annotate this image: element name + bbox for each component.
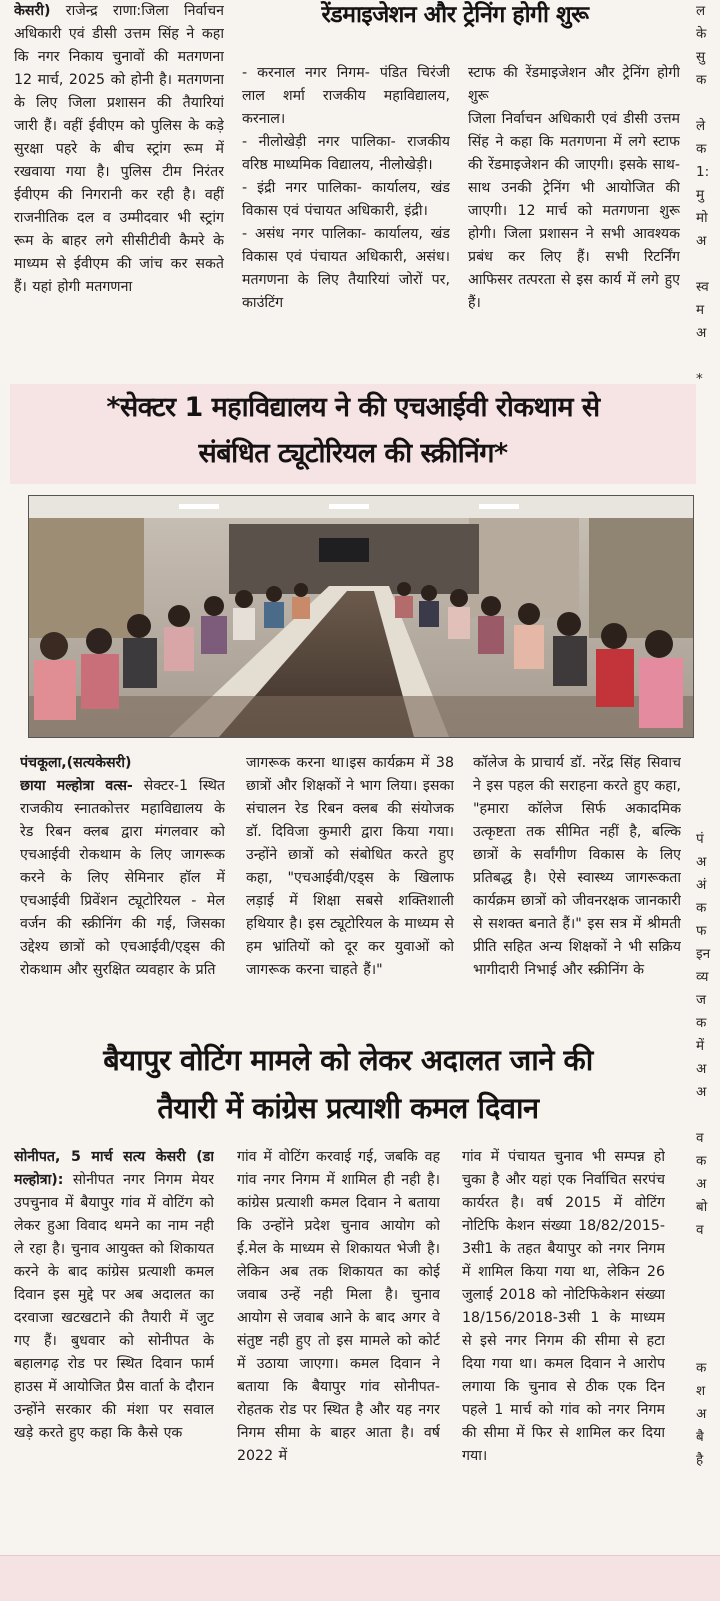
right-edge-fragment: म: [696, 302, 705, 318]
bottom-story-col3: [462, 1146, 665, 1486]
middle-story-col1: [20, 752, 225, 1026]
right-edge-fragment: अ: [696, 233, 707, 249]
right-edge-fragment: [696, 782, 720, 805]
right-edge-fragment: अं: [696, 877, 707, 893]
middle-story-byline: छाया मल्होत्रा वत्स-: [20, 778, 133, 794]
right-edge-fragment: [696, 644, 720, 667]
right-edge-fragment: [696, 713, 720, 736]
right-edge-fragment: [696, 437, 720, 460]
bottom-story-col1: [14, 1146, 214, 1486]
top-story-col2-line: - इंद्री नगर पालिका- कार्यालय, खंड विकास एवं पंचायत अधिकारी, इंद्री।: [242, 180, 450, 219]
right-edge-fragment: [696, 598, 720, 621]
right-edge-fragment: श: [696, 1383, 706, 1399]
right-edge-column-fragments: [696, 0, 720, 1600]
right-edge-fragment: क: [696, 1153, 707, 1169]
right-edge-fragment: क: [696, 141, 707, 157]
middle-story-dateline: पंचकूला,(सत्यकेसरी): [20, 755, 132, 771]
middle-story-headline-line2: संबंधित ट्यूटोरियल की स्क्रीनिंग*: [198, 438, 508, 469]
right-edge-fragment: अ: [696, 1084, 707, 1100]
right-edge-fragment: [696, 575, 720, 598]
top-story-col3: [468, 62, 680, 362]
right-edge-fragment: [696, 1265, 720, 1288]
right-edge-fragment: के: [696, 26, 707, 42]
right-edge-fragment: [696, 621, 720, 644]
seminar-hall-photo: [28, 495, 694, 738]
right-edge-fragment: मु: [696, 187, 705, 203]
right-edge-fragment: है: [696, 1452, 704, 1468]
right-edge-fragment: [696, 552, 720, 575]
right-edge-fragment: [696, 667, 720, 690]
bottom-story-headline-line1: बैयापुर वोटिंग मामले को लेकर अदालत जाने की: [103, 1043, 593, 1077]
right-edge-fragment: अ: [696, 1176, 707, 1192]
tv-screen: [319, 538, 369, 562]
right-edge-fragment: [696, 391, 720, 414]
right-edge-fragment: पं: [696, 831, 704, 847]
right-edge-fragment: क: [696, 72, 707, 88]
top-story-headline: रेंडमाइजेशन और ट्रेनिंग होगी शुरू: [321, 2, 589, 28]
right-edge-fragment: ले: [696, 118, 706, 134]
right-edge-fragment: [696, 1334, 720, 1357]
top-story-col2-line: - करनाल नगर निगम- पंडित चिरंजी लाल शर्मा राजकीय महाविद्यालय, करनाल।: [242, 65, 450, 127]
top-story-col2: [242, 62, 450, 362]
right-edge-fragment: अ: [696, 1406, 707, 1422]
bottom-story-col1-text: सोनीपत नगर निगम मेयर उपचुनाव में बैयापुर गांव में वोटिंग को लेकर हुआ विवाद थमने का नाम नही ले रहा है। चुनाव आयुक्त को शिकायत करने के बाद कांग्रेस प्रत्याशी कमल दिवान इस मुद्दे पर अब अदालत का दरवाजा खटखटाने की तैयारी में जुट गए हैं। बुधवार को सोनीपत के बहालगढ़ रोड पर स्थित दिवान फार्म हाउस में आयोजित प्रैस वार्ता के दौरान उन्होंने सरकार की मंशा पर सवाल खड़े करते हुए कहा कि कैसे एक: [14, 1172, 214, 1441]
right-edge-fragment: सु: [696, 49, 706, 65]
right-edge-fragment: बो: [696, 1199, 708, 1215]
top-story-col1-lead: केसरी): [14, 3, 51, 19]
right-edge-fragment: [696, 1288, 720, 1311]
middle-story-col1-text: सेक्टर-1 स्थित राजकीय स्नातकोत्तर महाविद्यालय के रेड रिबन क्लब द्वारा मंगलवार को एचआईवी रोकथाम के लिए जागरूक करने के लिए सेमिनार हॉल में एचआईवी प्रिवेंशन ट्यूटोरियल - मेल वर्जन की स्क्रीनिंग की गई, जिसका उद्देश्य छात्रों को एचआईवी/एड्स की रोकथाम और सुरक्षित व्यवहार के प्रति: [20, 778, 225, 978]
top-story-col2-line: - असंध नगर पालिका- कार्यालय, खंड विकास एवं पंचायत अधिकारी, असंध। मतगणना के लिए तैयारियां जोरों पर, काउंटिंग: [242, 226, 450, 311]
right-edge-fragment: क: [696, 1360, 707, 1376]
middle-story-col3: [473, 752, 681, 1026]
right-edge-fragment: [696, 345, 720, 368]
bottom-story-col2-text: गांव में वोटिंग करवाई गई, जबकि वह गांव नगर निगम में शामिल ही नही है। कांग्रेस प्रत्याशी कमल दिवान ने बताया कि उन्होंने प्रदेश चुनाव आयोग को ई.मेल के माध्यम से शिकायत भेजी है। लेकिन अब तक शिकायत का कोई जवाब उन्हें नही मिला है। चुनाव आयोग से जवाब आने के बाद अगर वे संतुष्ट नही हुए तो इस मामले को कोर्ट में उठाया जाएगा। कमल दिवान ने बताया कि बैयापुर गांव सोनीपत-रोहतक रोड पर स्थित है और यह नगर निगम सीमा के बाहर आता है। वर्ष 2022 में: [237, 1149, 440, 1464]
right-edge-fragment: व: [696, 1130, 704, 1146]
right-edge-fragment: व्य: [696, 969, 709, 985]
bottom-story-col2: [237, 1146, 440, 1486]
right-edge-fragment: [696, 529, 720, 552]
right-edge-fragment: इन: [696, 946, 711, 962]
right-edge-fragment: [696, 759, 720, 782]
right-edge-fragment: [696, 1242, 720, 1265]
right-edge-fragment: अ: [696, 854, 707, 870]
right-edge-fragment: [696, 805, 720, 828]
right-edge-fragment: अ: [696, 325, 707, 341]
right-edge-fragment: स्व: [696, 279, 709, 295]
right-edge-fragment: [696, 414, 720, 437]
top-story-col3-subhead: स्टाफ की रेंडमाइजेशन और ट्रेनिंग होगी शुरू: [468, 65, 680, 104]
right-edge-fragment: *: [696, 371, 703, 387]
right-edge-fragment: [696, 736, 720, 759]
middle-story-col2: [246, 752, 454, 1026]
right-edge-fragment: [696, 460, 720, 483]
bottom-story-headline-line2: तैयारी में कांग्रेस प्रत्याशी कमल दिवान: [157, 1091, 539, 1125]
top-story-col1: [14, 0, 224, 362]
ceiling-light: [179, 504, 219, 509]
right-edge-fragment: [696, 1311, 720, 1334]
right-edge-fragment: [696, 690, 720, 713]
middle-story-col2-text: जागरूक करना था।इस कार्यक्रम में 38 छात्रों और शिक्षकों ने भाग लिया। इसका संचालन रेड रिबन क्लब की संयोजक डॉ. दिविजा कुमारी द्वारा किया गया। उन्होंने छात्रों को संबोधित करते हुए कहा, "एचआईवी/एड्स के खिलाफ लड़ाई में शिक्षा सबसे शक्तिशाली हथियार है। इस ट्यूटोरियल के माध्यम से हम भ्रांतियों को दूर कर युवाओं को जागरूक करना चाहते हैं।": [246, 755, 454, 978]
bottom-story-col3-text: गांव में पंचायत चुनाव भी सम्पन्न हो चुका है और यहां एक निर्वाचित सरपंच कार्यरत है। वर्ष 2015 में वोटिंग नोटिफि केशन संख्या 18/82/2015-3सी1 के तहत बैयापुर को नगर निगम में शामिल किया गया था, लेकिन 26 जुलाई 2018 को नोटिफिकेशन संख्या 18/156/2018-3सी 1 के माध्यम से इसे नगर निगम की सीमा से हटा दिया गया था। कमल दिवान ने आरोप लगाया कि चुनाव से ठीक एक दिन पहले 1 मार्च को गांव को नगर निगम की सीमा में फिर से शामिल कर दिया गया।: [462, 1149, 665, 1464]
right-edge-fragment: क: [696, 1015, 707, 1031]
right-edge-fragment: अ: [696, 1061, 707, 1077]
top-story-col1-text: राजेन्द्र राणा:जिला निर्वाचन अधिकारी एवं डीसी उत्तम सिंह ने कहा कि नगर निकाय चुनावों की मतगणना 12 मार्च, 2025 को होनी है। मतगणना के लिए जिला प्रशासन की तैयारियां जारी हैं। वहीं ईवीएम को पुलिस के कड़े सुरक्षा पहरे के बीच स्ट्रांग रूम में रखवाया गया है। पुलिस टीम निरंतर ईवीएम की निगरानी कर रही है। वहीं राजनीतिक दल व उम्मीदवार भी स्ट्रांग रूम के बाहर लगे सीसीटीवी कैमरे के माध्यम से ईवीएम की जांच कर सकते हैं। यहां होगी मतगणना: [14, 3, 224, 295]
right-edge-fragment: 1:: [696, 164, 710, 180]
right-edge-fragment: ज: [696, 992, 707, 1008]
top-story-col2-line: - नीलोखेड़ी नगर पालिका- राजकीय वरिष्ठ माध्यमिक विद्यालय, नीलोखेड़ी।: [242, 134, 450, 173]
right-edge-fragment: मो: [696, 210, 708, 226]
right-edge-fragment: [696, 506, 720, 529]
right-edge-fragment: फ: [696, 923, 707, 939]
page-bottom-band: [0, 1555, 720, 1601]
right-edge-fragment: [696, 253, 720, 276]
right-edge-fragment: में: [696, 1038, 705, 1054]
bottom-story-dateline: सोनीपत, 5 मार्च सत्य केसरी (डा मल्होत्रा):: [14, 1149, 214, 1188]
middle-story-col3-text: कॉलेज के प्राचार्य डॉ. नरेंद्र सिंह सिवाच ने इस पहल की सराहना करते हुए कहा, "हमारा कॉलेज सिर्फ अकादमिक उत्कृष्टता तक सीमित नहीं है, बल्कि छात्रों के सर्वांगीण विकास के लिए प्रतिबद्ध है। ऐसे स्वास्थ्य जागरूकता कार्यक्रम छात्रों को जीवनरक्षक जानकारी से सशक्त बनाते हैं।" इस सत्र में श्रीमती प्रीति सहित अन्य शिक्षकों ने भी सक्रिय भागीदारी निभाई और स्क्रीनिंग के: [473, 755, 681, 978]
top-story-col3-text: जिला निर्वाचन अधिकारी एवं डीसी उत्तम सिंह ने कहा कि मतगणना में लगे स्टाफ की रेंडमाइजेशन की जाएगी। इसके साथ-साथ उनकी ट्रेनिंग भी आयोजित की जाएगी। 12 मार्च को मतगणना शुरू होगी। जिला प्रशासन ने सभी आवश्यक प्रबंध कर लिए हैं। सभी रिटर्निंग आफिसर तत्परता से इस कार्य में लगे हुए हैं।: [468, 111, 680, 311]
middle-story-headline-line1: *सेक्टर 1 महाविद्यालय ने की एचआईवी रोकथाम से: [106, 392, 600, 423]
right-edge-fragment: [696, 483, 720, 506]
right-edge-fragment: क: [696, 900, 707, 916]
ceiling-light: [329, 504, 369, 509]
ceiling-light: [479, 504, 519, 509]
right-edge-fragment: बै: [696, 1429, 704, 1445]
right-edge-fragment: व: [696, 1222, 704, 1238]
right-edge-fragment: [696, 92, 720, 115]
right-edge-fragment: [696, 1104, 720, 1127]
right-edge-fragment: ल: [696, 3, 706, 19]
